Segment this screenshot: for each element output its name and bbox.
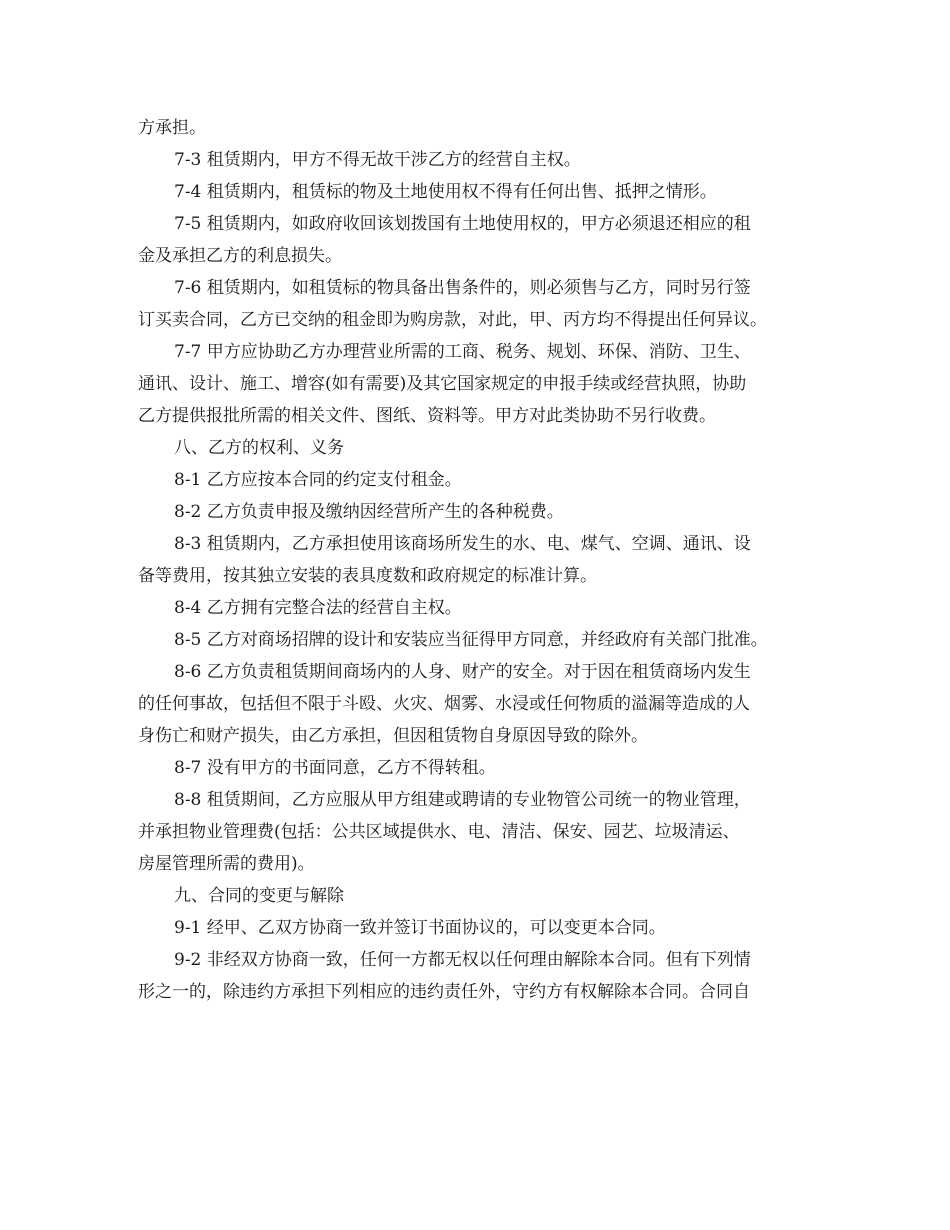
document-paragraph [138, 944, 810, 1008]
text-line: 9-1 经甲、乙双方协商一致并签订书面协议的，可以变更本合同。 [174, 918, 666, 938]
text-line: 8-6 乙方负责租赁期间商场内的人身、财产的安全。对于因在租赁商场内发生 [174, 662, 751, 682]
text-line: 通讯、设计、施工、增容(如有需要)及其它国家规定的申报手续或经营执照，协助 [138, 374, 747, 394]
document-paragraph [138, 432, 810, 464]
text-line: 身伤亡和财产损失，由乙方承担，但因租赁物自身原因导致的除外。 [138, 726, 648, 746]
text-line: 方承担。 [138, 118, 206, 138]
document-paragraph [138, 176, 810, 208]
text-line: 九、合同的变更与解除 [174, 886, 344, 906]
document-paragraph [138, 656, 810, 752]
text-line: 7-7 甲方应协助乙方办理营业所需的工商、税务、规划、环保、消防、卫生、 [174, 342, 751, 362]
text-line: 乙方提供报批所需的相关文件、图纸、资料等。甲方对此类协助不另行收费。 [138, 406, 716, 426]
text-line: 8-1 乙方应按本合同的约定支付租金。 [174, 470, 462, 490]
document-paragraph [138, 752, 810, 784]
document-paragraph [138, 336, 810, 432]
text-line: 8-2 乙方负责申报及缴纳因经营所产生的各种税费。 [174, 502, 564, 522]
text-line: 7-3 租赁期内，甲方不得无故干涉乙方的经营自主权。 [174, 150, 581, 170]
text-line: 订买卖合同，乙方已交纳的租金即为购房款，对此，甲、丙方均不得提出任何异议。 [138, 310, 767, 330]
text-line: 的任何事故，包括但不限于斗殴、火灾、烟雾、水浸或任何物质的溢漏等造成的人 [138, 694, 750, 714]
document-paragraph [138, 592, 810, 624]
text-line: 7-5 租赁期内，如政府收回该划拨国有土地使用权的，甲方必须退还相应的租 [174, 214, 751, 234]
text-line: 房屋管理所需的费用)。 [138, 854, 315, 874]
document-paragraph [138, 784, 810, 880]
document-paragraph [138, 528, 810, 592]
text-line: 并承担物业管理费(包括：公共区域提供水、电、清洁、保安、园艺、垃圾清运、 [138, 822, 740, 842]
document-paragraph [138, 624, 810, 656]
text-line: 7-6 租赁期内，如租赁标的物具备出售条件的，则必须售与乙方，同时另行签 [174, 278, 751, 298]
document-paragraph [138, 144, 810, 176]
document-paragraph [138, 112, 810, 144]
text-line: 9-2 非经双方协商一致，任何一方都无权以任何理由解除本合同。但有下列情 [174, 950, 751, 970]
text-line: 8-3 租赁期内，乙方承担使用该商场所发生的水、电、煤气、空调、通讯、设 [174, 534, 751, 554]
document-paragraph [138, 208, 810, 272]
document-paragraph [138, 496, 810, 528]
text-line: 形之一的，除违约方承担下列相应的违约责任外，守约方有权解除本合同。合同自 [138, 982, 750, 1002]
text-line: 八、乙方的权利、义务 [174, 438, 344, 458]
document-paragraph [138, 880, 810, 912]
document-paragraph [138, 464, 810, 496]
text-line: 7-4 租赁期内，租赁标的物及土地使用权不得有任何出售、抵押之情形。 [174, 182, 717, 202]
text-line: 8-5 乙方对商场招牌的设计和安装应当征得甲方同意，并经政府有关部门批准。 [174, 630, 768, 650]
document-paragraph [138, 272, 810, 336]
text-line: 8-7 没有甲方的书面同意，乙方不得转租。 [174, 758, 496, 778]
text-line: 8-8 租赁期间，乙方应服从甲方组建或聘请的专业物管公司统一的物业管理， [174, 790, 751, 810]
document-body [138, 112, 810, 1008]
document-paragraph [138, 912, 810, 944]
text-line: 金及承担乙方的利息损失。 [138, 246, 342, 266]
text-line: 8-4 乙方拥有完整合法的经营自主权。 [174, 598, 462, 618]
text-line: 备等费用，按其独立安装的表具度数和政府规定的标准计算。 [138, 566, 597, 586]
